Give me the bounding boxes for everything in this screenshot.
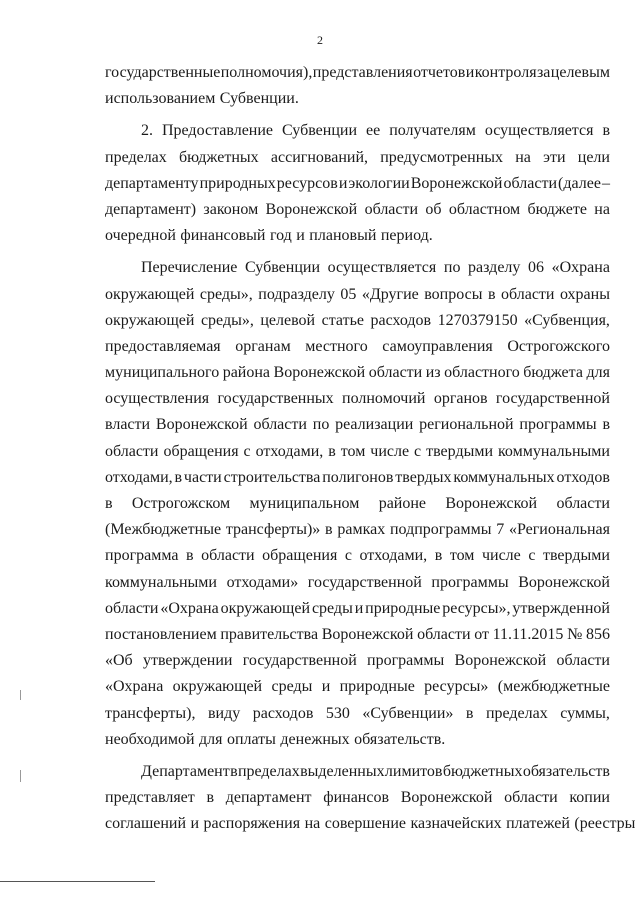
word: Воронежской bbox=[265, 200, 358, 218]
paragraph-line bbox=[105, 491, 610, 517]
word: «Охрана bbox=[551, 259, 610, 277]
word: целевой bbox=[260, 311, 316, 329]
word: контроля bbox=[474, 64, 537, 81]
word: полномочий bbox=[342, 390, 426, 408]
word: представляет bbox=[105, 789, 195, 807]
word: – bbox=[601, 174, 610, 192]
word: природные bbox=[339, 678, 415, 696]
paragraph-line bbox=[105, 622, 610, 648]
word: с bbox=[528, 547, 536, 565]
word: ресурсы» bbox=[424, 678, 489, 696]
word: региональной bbox=[419, 416, 514, 434]
word: государственной bbox=[495, 390, 610, 408]
word: природных bbox=[199, 174, 276, 192]
word: 2. bbox=[141, 122, 153, 140]
word: коммунальными bbox=[497, 442, 610, 460]
page-number: 2 bbox=[317, 33, 323, 47]
word: осуществляется bbox=[327, 259, 437, 277]
word: использованием bbox=[105, 90, 216, 108]
document-body bbox=[105, 60, 636, 837]
word: бюджетных bbox=[442, 762, 523, 780]
word: природные bbox=[365, 599, 441, 617]
word: твердых bbox=[395, 468, 452, 486]
word: лимитов bbox=[384, 762, 443, 780]
word: в bbox=[328, 442, 336, 460]
word: органов bbox=[433, 390, 488, 408]
word: и bbox=[321, 678, 331, 696]
word: в bbox=[105, 495, 113, 512]
word: бюджетных bbox=[179, 148, 259, 166]
word: Предоставление bbox=[161, 122, 274, 140]
word: расходов bbox=[252, 704, 314, 722]
word: в bbox=[465, 704, 474, 722]
word: денежных bbox=[280, 730, 350, 748]
paragraph-line bbox=[105, 674, 610, 700]
paragraph-line bbox=[105, 648, 610, 674]
word: том bbox=[449, 547, 475, 565]
paragraph-line bbox=[105, 223, 610, 249]
word: обращения bbox=[163, 442, 239, 460]
paragraph-line bbox=[105, 145, 610, 171]
word: государственной bbox=[242, 652, 357, 670]
paragraph-line bbox=[105, 412, 610, 438]
word: ресурсы», bbox=[442, 599, 511, 617]
word: программы bbox=[519, 416, 597, 434]
word: Перечисление bbox=[141, 259, 238, 277]
word: «Об bbox=[105, 652, 133, 670]
word: района bbox=[222, 364, 271, 382]
word: очередной bbox=[105, 227, 176, 245]
word: Субвенции bbox=[245, 259, 321, 277]
word: местного bbox=[305, 337, 368, 355]
word: программы bbox=[367, 652, 445, 670]
word: Воронежской bbox=[454, 652, 547, 670]
word: для bbox=[586, 364, 610, 382]
word: обязательств bbox=[522, 762, 610, 780]
word: (Межбюджетные bbox=[105, 521, 222, 539]
word: рамках bbox=[337, 521, 386, 539]
word: коммунальными bbox=[105, 573, 217, 591]
word: финансов bbox=[323, 789, 390, 807]
word: Воронежской bbox=[445, 495, 538, 512]
word: государственные bbox=[105, 64, 221, 81]
word: области bbox=[364, 200, 419, 218]
word: 06 bbox=[528, 259, 545, 277]
word: подразделу bbox=[258, 285, 335, 303]
word: на bbox=[594, 200, 610, 218]
word: ресурсов bbox=[276, 174, 338, 192]
word: пределах bbox=[105, 148, 167, 166]
scan-margin-mark bbox=[20, 770, 21, 782]
word: (реестры bbox=[574, 815, 636, 833]
footer-rule bbox=[0, 881, 155, 882]
word: твердыми bbox=[542, 547, 610, 565]
paragraph-line bbox=[105, 570, 610, 596]
word: и bbox=[190, 815, 200, 833]
word: платежей bbox=[506, 815, 570, 833]
word: трансферты)» bbox=[225, 521, 321, 539]
word: твердыми bbox=[426, 442, 494, 460]
word: бюджета bbox=[523, 364, 583, 382]
word: области bbox=[417, 625, 471, 643]
word: получателям bbox=[389, 122, 476, 140]
word: пределах bbox=[485, 704, 548, 722]
word: отходами» bbox=[226, 573, 299, 591]
word: окружающей bbox=[172, 678, 263, 696]
paragraph-line bbox=[105, 785, 610, 811]
word: по bbox=[312, 416, 330, 434]
paragraph-line bbox=[105, 727, 610, 753]
word: областном bbox=[448, 200, 521, 218]
paragraph-line bbox=[105, 86, 610, 112]
word: Воронежской bbox=[410, 174, 503, 192]
word: «Субвенция, bbox=[524, 311, 610, 329]
word: для bbox=[198, 730, 223, 748]
word: на bbox=[304, 815, 321, 833]
word: суммы, bbox=[560, 704, 610, 722]
word: области bbox=[253, 416, 307, 434]
paragraph-line bbox=[105, 255, 610, 281]
word: период. bbox=[380, 227, 433, 245]
word: коммунальных bbox=[453, 468, 555, 486]
paragraph-line bbox=[105, 701, 610, 727]
word: копии bbox=[569, 789, 610, 807]
word: 1270379150 bbox=[437, 311, 518, 329]
word: разделу bbox=[468, 259, 521, 277]
word: полигонов bbox=[322, 468, 394, 486]
word: с bbox=[243, 442, 251, 460]
word: в bbox=[487, 285, 496, 303]
word: предусмотренных bbox=[380, 148, 504, 166]
word: государственных bbox=[217, 390, 334, 408]
word: утверждении bbox=[142, 652, 233, 670]
word: области bbox=[556, 495, 610, 512]
word: в bbox=[434, 547, 443, 565]
word: в bbox=[602, 122, 610, 140]
word: в bbox=[230, 762, 238, 780]
word: статье bbox=[321, 311, 364, 329]
word: «Охрана bbox=[160, 599, 219, 617]
word: в bbox=[325, 521, 333, 539]
word: отчетов bbox=[413, 64, 466, 81]
word: «Другие bbox=[361, 285, 419, 303]
word: об bbox=[425, 200, 442, 218]
word: эти bbox=[543, 148, 566, 166]
word: департамент) bbox=[105, 200, 197, 218]
word: отходами, bbox=[105, 468, 173, 486]
word: утвержденной bbox=[512, 599, 610, 617]
word: числе bbox=[370, 442, 410, 460]
word: выделенных bbox=[300, 762, 385, 780]
word: охраны bbox=[559, 285, 610, 303]
word: департаменту bbox=[105, 174, 199, 192]
word: среды bbox=[271, 678, 313, 696]
word: с bbox=[344, 547, 352, 565]
paragraph-line bbox=[105, 308, 610, 334]
word: области bbox=[501, 285, 555, 303]
word: области bbox=[368, 364, 423, 382]
word: части bbox=[183, 468, 222, 486]
paragraph-line bbox=[105, 197, 610, 223]
paragraph-line bbox=[105, 517, 610, 543]
word: муниципального bbox=[105, 364, 220, 382]
word: окружающей bbox=[220, 599, 311, 617]
paragraph-line bbox=[105, 759, 610, 785]
paragraph-line bbox=[105, 465, 610, 491]
word: экологии bbox=[348, 174, 410, 192]
word: области bbox=[201, 547, 255, 565]
word: за bbox=[536, 64, 551, 81]
word: необходимой bbox=[105, 730, 195, 748]
word: Воронежской bbox=[518, 573, 610, 591]
word: по bbox=[443, 259, 461, 277]
word: Субвенции. bbox=[219, 90, 299, 108]
word: постановлением bbox=[105, 625, 217, 643]
word: «Субвенции» bbox=[362, 704, 454, 722]
word: органам bbox=[235, 337, 291, 355]
word: программы bbox=[431, 573, 509, 591]
word: среды», bbox=[199, 285, 253, 303]
word: (межбюджетные bbox=[497, 678, 610, 696]
word: соглашений bbox=[105, 815, 187, 833]
word: (далее bbox=[558, 174, 601, 192]
word: «Охрана bbox=[105, 678, 164, 696]
paragraph-line bbox=[105, 543, 610, 569]
word: полномочия), bbox=[220, 64, 313, 81]
paragraph-line bbox=[105, 334, 610, 360]
word: отходов bbox=[556, 468, 610, 486]
word: и bbox=[296, 227, 305, 245]
word: Воронежской bbox=[273, 364, 366, 382]
word: обращения bbox=[262, 547, 338, 565]
word: власти bbox=[105, 416, 151, 434]
paragraph-line bbox=[105, 282, 610, 308]
word: самоуправления bbox=[382, 337, 493, 355]
word: области bbox=[556, 652, 610, 670]
word: законом bbox=[203, 200, 259, 218]
word: № bbox=[567, 625, 583, 643]
word: плановый bbox=[309, 227, 377, 245]
word: целевым bbox=[550, 64, 610, 81]
paragraph-line bbox=[105, 439, 610, 465]
word: отходами, bbox=[359, 547, 428, 565]
word: государственной bbox=[307, 573, 422, 591]
word: департамент bbox=[225, 789, 312, 807]
word: осуществления bbox=[105, 390, 210, 408]
word: ее bbox=[366, 122, 381, 140]
word: отходами, bbox=[255, 442, 324, 460]
word: правительства bbox=[220, 625, 319, 643]
word: окружающей bbox=[105, 311, 195, 329]
word: от bbox=[474, 625, 489, 643]
word: области bbox=[105, 442, 159, 460]
word: строительства bbox=[223, 468, 321, 486]
word: расходов bbox=[370, 311, 432, 329]
word: Воронежской bbox=[400, 789, 493, 807]
word: Воронежской bbox=[155, 416, 248, 434]
word: муниципальном bbox=[249, 495, 360, 512]
word: Субвенции bbox=[282, 122, 358, 140]
word: и bbox=[465, 64, 475, 81]
word: совершение bbox=[324, 815, 407, 833]
word: Острогожского bbox=[507, 337, 610, 355]
word: 856 bbox=[585, 625, 610, 643]
word: «Региональная bbox=[508, 521, 610, 539]
paragraph-line bbox=[105, 118, 610, 144]
word: из bbox=[425, 364, 441, 382]
word: в bbox=[186, 547, 194, 565]
word: числе bbox=[481, 547, 521, 565]
paragraph-line bbox=[105, 596, 610, 622]
word: цели bbox=[577, 148, 610, 166]
word: вопросы bbox=[424, 285, 483, 303]
word: в bbox=[206, 789, 215, 807]
word: том bbox=[340, 442, 366, 460]
word: окружающей bbox=[105, 285, 195, 303]
word: с bbox=[414, 442, 422, 460]
word: год bbox=[269, 227, 292, 245]
word: Департамент bbox=[141, 762, 230, 780]
word: обязательств. bbox=[354, 730, 446, 748]
word: области bbox=[503, 174, 557, 192]
word: 05 bbox=[340, 285, 357, 303]
word: 7 bbox=[496, 521, 505, 539]
word: бюджете bbox=[527, 200, 587, 218]
word: среды bbox=[311, 599, 353, 617]
paragraph-line bbox=[105, 60, 610, 86]
word: и bbox=[338, 174, 348, 192]
word: казначейских bbox=[410, 815, 502, 833]
paragraph-line bbox=[105, 811, 636, 837]
word: оплаты bbox=[226, 730, 276, 748]
word: трансферты), bbox=[105, 704, 196, 722]
word: предоставляемая bbox=[105, 337, 221, 355]
word: районе bbox=[378, 495, 427, 512]
word: Воронежской bbox=[321, 625, 414, 643]
word: представления bbox=[312, 64, 413, 81]
word: на bbox=[515, 148, 531, 166]
word: в bbox=[174, 468, 183, 486]
paragraph-line bbox=[105, 171, 610, 197]
word: областного bbox=[444, 364, 520, 382]
word: осуществляется bbox=[484, 122, 594, 140]
word: области bbox=[105, 599, 159, 617]
paragraph-line bbox=[105, 386, 610, 412]
word: виду bbox=[207, 704, 241, 722]
paragraph-line bbox=[105, 360, 610, 386]
word: распоряжения bbox=[203, 815, 301, 833]
word: среды», bbox=[200, 311, 254, 329]
word: финансовый bbox=[180, 227, 266, 245]
word: ассигнований, bbox=[270, 148, 369, 166]
word: Острогожском bbox=[131, 495, 231, 512]
scan-margin-mark bbox=[20, 690, 21, 700]
word: 530 bbox=[325, 704, 350, 722]
word: пределах bbox=[237, 762, 300, 780]
word: области bbox=[504, 789, 558, 807]
word: и bbox=[354, 599, 364, 617]
word: 11.11.2015 bbox=[492, 625, 564, 643]
word: программа bbox=[105, 547, 179, 565]
word: в bbox=[602, 416, 610, 434]
word: подпрограммы bbox=[389, 521, 492, 539]
word: реализации bbox=[335, 416, 414, 434]
